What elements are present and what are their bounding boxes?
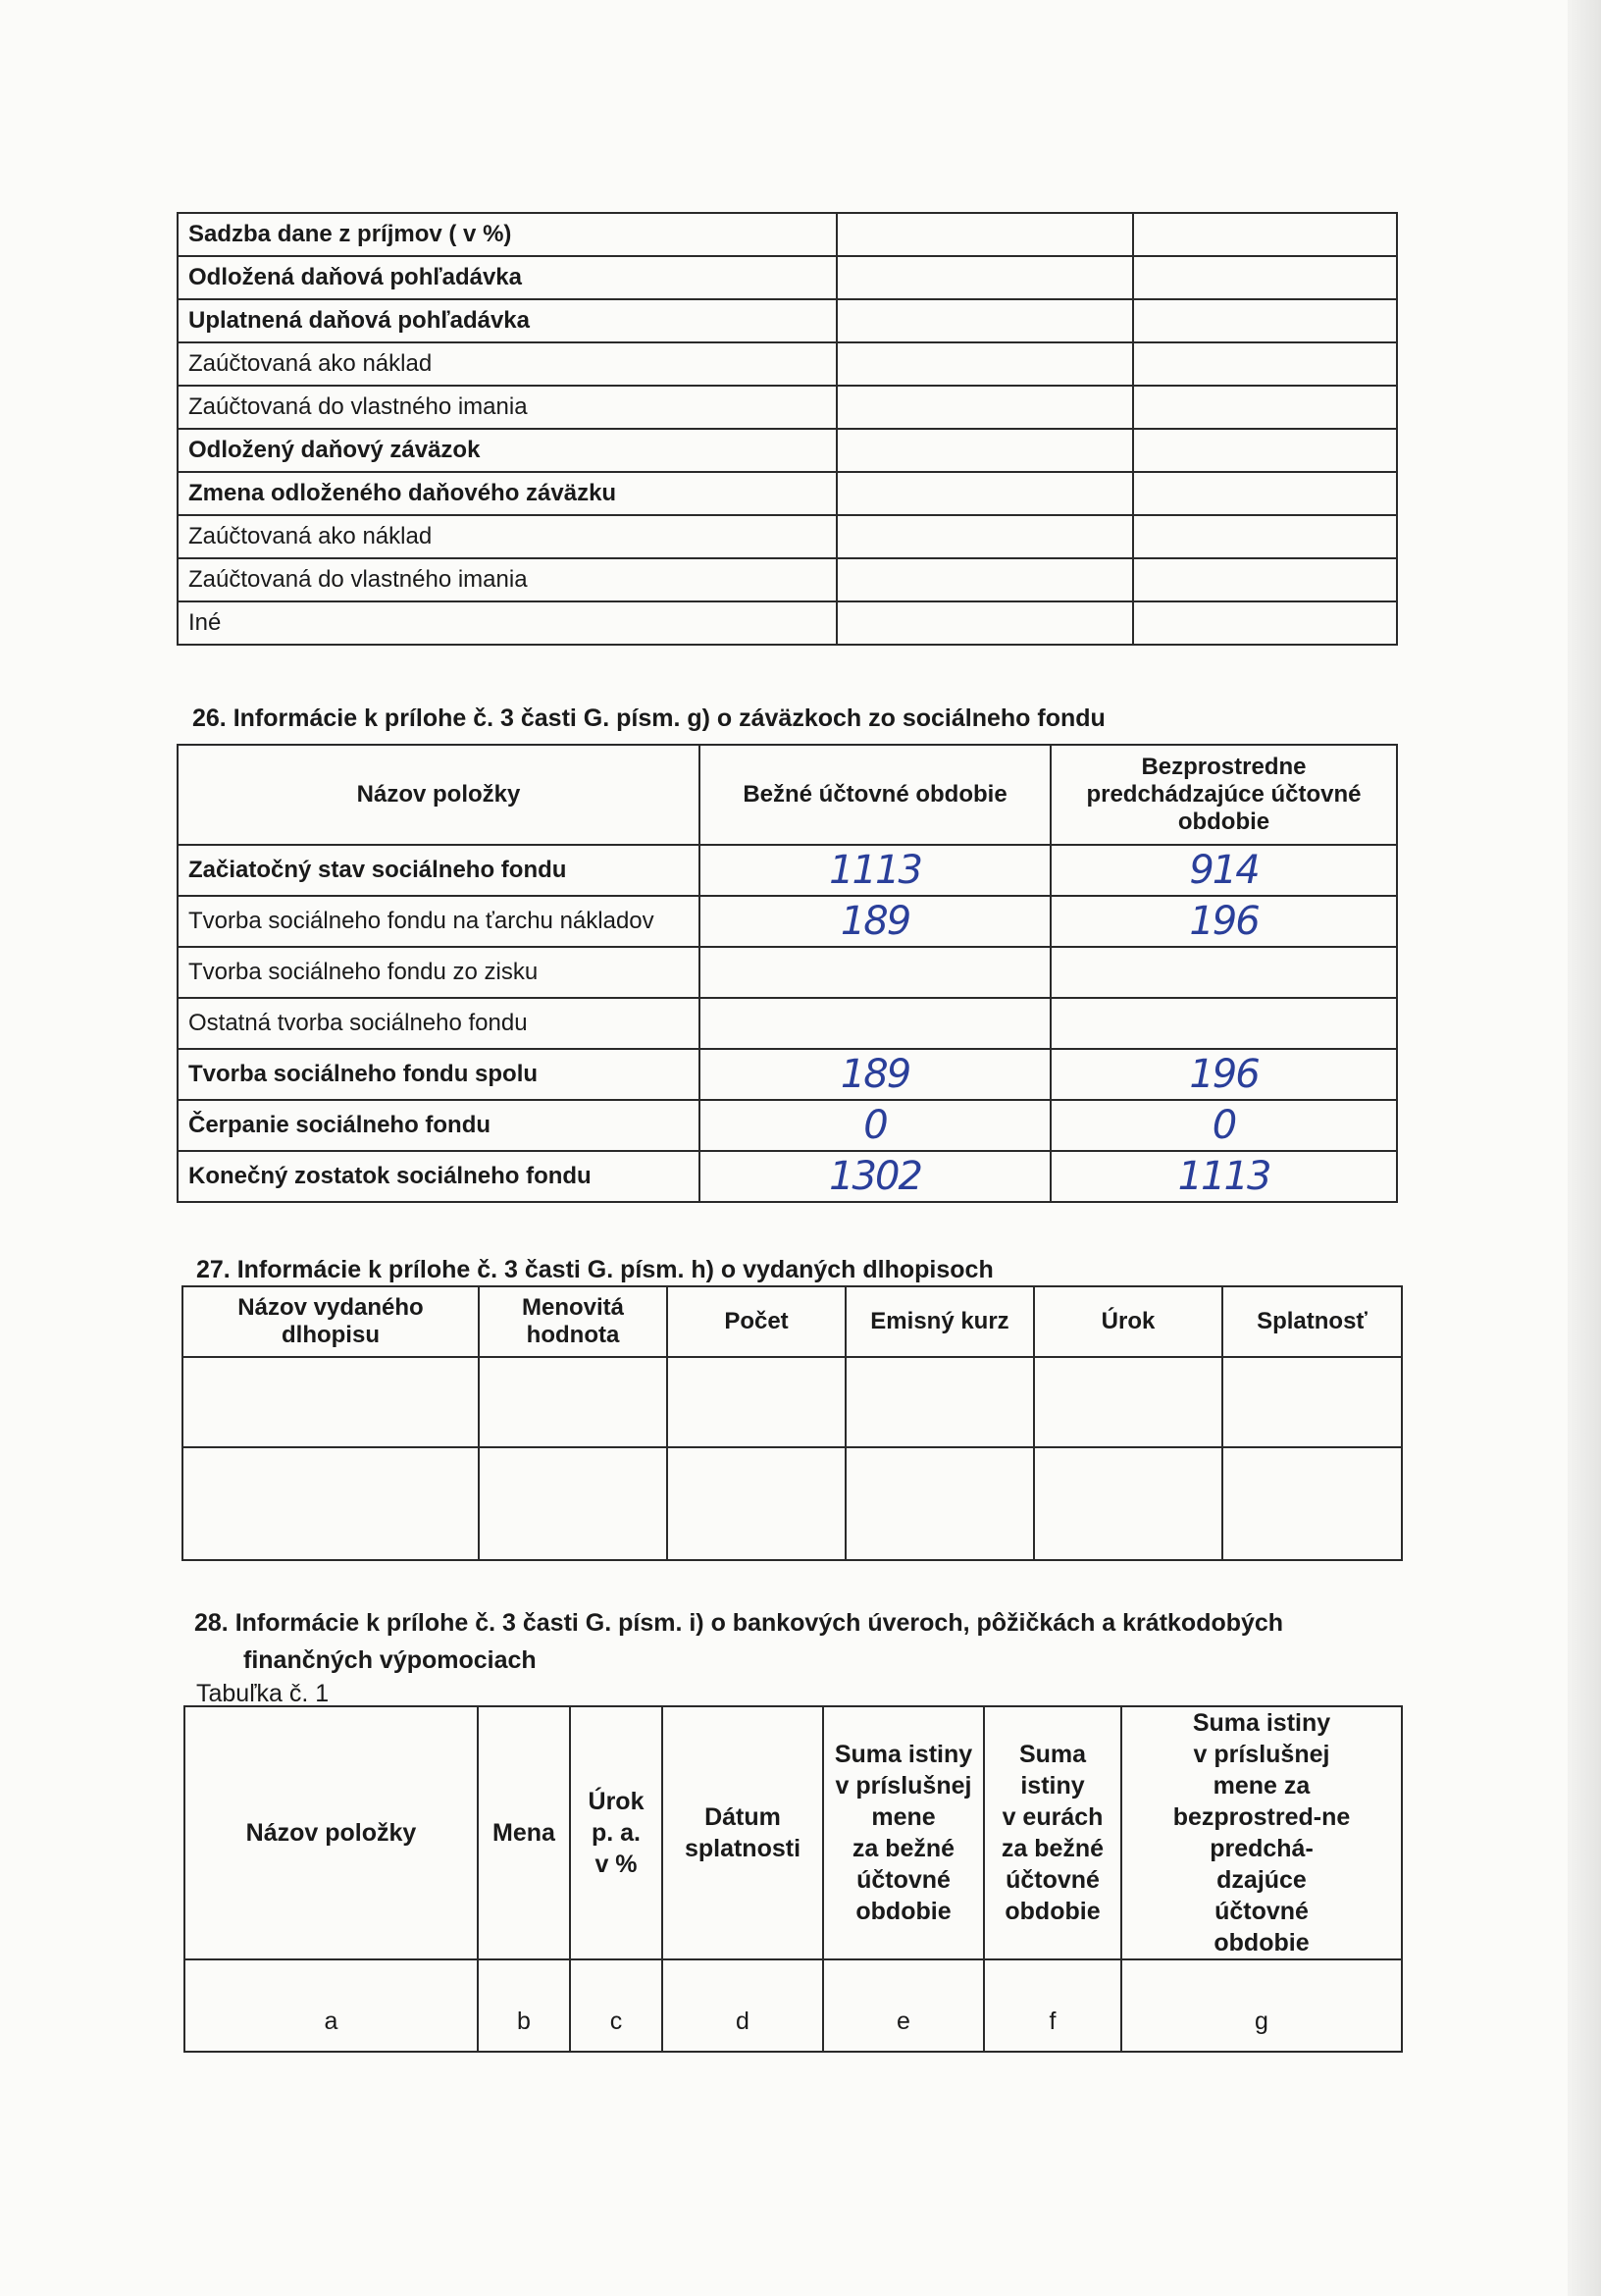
deferred-tax-table bbox=[177, 212, 1398, 646]
col-header: Dátum splatnosti bbox=[662, 1706, 823, 1959]
table-row bbox=[178, 896, 1397, 947]
table-row bbox=[178, 429, 1397, 472]
table-row bbox=[178, 1100, 1397, 1151]
col-header: Počet bbox=[667, 1286, 846, 1357]
row-label: Čerpanie sociálneho fondu bbox=[178, 1100, 699, 1151]
value-cell bbox=[1133, 299, 1397, 342]
previous-period-value bbox=[1051, 998, 1397, 1049]
row-label: Začiatočný stav sociálneho fondu bbox=[178, 845, 699, 896]
value-cell bbox=[837, 558, 1133, 601]
section-28-heading-cont: finančných výpomociach bbox=[243, 1646, 537, 1674]
previous-period-value: 914 bbox=[1051, 845, 1397, 896]
table-row bbox=[182, 1447, 1402, 1560]
social-fund-table bbox=[177, 744, 1398, 1203]
col-header: Suma istiny v eurách za bežné účtovné obdobie bbox=[984, 1706, 1121, 1959]
current-period-value: 189 bbox=[699, 1049, 1051, 1100]
section-27-heading: 27. Informácie k prílohe č. 3 časti G. písm. h) o vydaných dlhopisoch bbox=[196, 1256, 994, 1283]
value-cell bbox=[837, 429, 1133, 472]
table-row bbox=[178, 472, 1397, 515]
table-row bbox=[178, 845, 1397, 896]
value-cell bbox=[837, 601, 1133, 645]
row-label: Odložený daňový záväzok bbox=[178, 429, 837, 472]
row-label: Sadzba dane z príjmov ( v %) bbox=[178, 213, 837, 256]
table-header-row bbox=[182, 1286, 1402, 1357]
col-header: Názov vydaného dlhopisu bbox=[182, 1286, 479, 1357]
column-letter: e bbox=[823, 1959, 984, 2052]
col-header: Splatnosť bbox=[1222, 1286, 1402, 1357]
page-edge bbox=[1568, 0, 1601, 2296]
value-cell bbox=[1133, 213, 1397, 256]
previous-period-value: 196 bbox=[1051, 896, 1397, 947]
value-cell bbox=[1133, 472, 1397, 515]
value-cell bbox=[1133, 429, 1397, 472]
current-period-value bbox=[699, 998, 1051, 1049]
value-cell bbox=[837, 299, 1133, 342]
row-label: Zaúčtovaná do vlastného imania bbox=[178, 386, 837, 429]
previous-period-value: 196 bbox=[1051, 1049, 1397, 1100]
section-28-heading: 28. Informácie k prílohe č. 3 časti G. písm. i) o bankových úveroch, pôžičkách a krátkodobých bbox=[194, 1609, 1284, 1637]
table-row bbox=[178, 558, 1397, 601]
bank-loans-table bbox=[183, 1705, 1403, 2053]
value-cell bbox=[1133, 386, 1397, 429]
row-label: Zaúčtovaná do vlastného imania bbox=[178, 558, 837, 601]
current-period-value: 1302 bbox=[699, 1151, 1051, 1202]
col-header: Mena bbox=[478, 1706, 570, 1959]
table-row bbox=[178, 947, 1397, 998]
col-header-item-name: Názov položky bbox=[178, 745, 699, 845]
value-cell bbox=[1133, 256, 1397, 299]
col-header: Emisný kurz bbox=[846, 1286, 1034, 1357]
bonds-table bbox=[181, 1285, 1403, 1561]
row-label: Ostatná tvorba sociálneho fondu bbox=[178, 998, 699, 1049]
value-cell bbox=[837, 472, 1133, 515]
col-header: Suma istiny v príslušnej mene za bezprostred-ne predchá- dzajúce účtovné obdobie bbox=[1121, 1706, 1402, 1959]
row-label: Zmena odloženého daňového záväzku bbox=[178, 472, 837, 515]
row-label: Iné bbox=[178, 601, 837, 645]
table-row bbox=[178, 515, 1397, 558]
value-cell bbox=[1133, 601, 1397, 645]
row-label: Konečný zostatok sociálneho fondu bbox=[178, 1151, 699, 1202]
table-row bbox=[178, 342, 1397, 386]
previous-period-value: 0 bbox=[1051, 1100, 1397, 1151]
value-cell bbox=[837, 256, 1133, 299]
column-letter: b bbox=[478, 1959, 570, 2052]
column-letters-row bbox=[184, 1959, 1402, 2052]
value-cell bbox=[837, 213, 1133, 256]
col-header: Názov položky bbox=[184, 1706, 478, 1959]
row-label: Tvorba sociálneho fondu na ťarchu nákladov bbox=[178, 896, 699, 947]
table-row bbox=[178, 1049, 1397, 1100]
value-cell bbox=[1133, 515, 1397, 558]
col-header-previous-period: Bezprostredne predchádzajúce účtovné obdobie bbox=[1051, 745, 1397, 845]
current-period-value: 1113 bbox=[699, 845, 1051, 896]
column-letter: g bbox=[1121, 1959, 1402, 2052]
table-row bbox=[178, 213, 1397, 256]
column-letter: f bbox=[984, 1959, 1121, 2052]
row-label: Zaúčtovaná ako náklad bbox=[178, 515, 837, 558]
table-row bbox=[178, 299, 1397, 342]
current-period-value: 0 bbox=[699, 1100, 1051, 1151]
table-header-row bbox=[184, 1706, 1402, 1959]
table-label: Tabuľka č. 1 bbox=[196, 1680, 330, 1707]
column-letter: c bbox=[570, 1959, 662, 2052]
column-letter: a bbox=[184, 1959, 478, 2052]
value-cell bbox=[1133, 558, 1397, 601]
table-header-row bbox=[178, 745, 1397, 845]
col-header: Úrok p. a. v % bbox=[570, 1706, 662, 1959]
value-cell bbox=[837, 515, 1133, 558]
column-letter: d bbox=[662, 1959, 823, 2052]
table-row bbox=[182, 1357, 1402, 1447]
value-cell bbox=[837, 342, 1133, 386]
col-header-current-period: Bežné účtovné obdobie bbox=[699, 745, 1051, 845]
previous-period-value bbox=[1051, 947, 1397, 998]
row-label: Tvorba sociálneho fondu zo zisku bbox=[178, 947, 699, 998]
row-label: Tvorba sociálneho fondu spolu bbox=[178, 1049, 699, 1100]
row-label: Zaúčtovaná ako náklad bbox=[178, 342, 837, 386]
table-row bbox=[178, 386, 1397, 429]
current-period-value: 189 bbox=[699, 896, 1051, 947]
section-26-heading: 26. Informácie k prílohe č. 3 časti G. písm. g) o záväzkoch zo sociálneho fondu bbox=[192, 704, 1106, 732]
current-period-value bbox=[699, 947, 1051, 998]
col-header: Menovitá hodnota bbox=[479, 1286, 667, 1357]
table-row bbox=[178, 601, 1397, 645]
table-row bbox=[178, 256, 1397, 299]
value-cell bbox=[1133, 342, 1397, 386]
table-row bbox=[178, 998, 1397, 1049]
col-header: Úrok bbox=[1034, 1286, 1222, 1357]
row-label: Uplatnená daňová pohľadávka bbox=[178, 299, 837, 342]
value-cell bbox=[837, 386, 1133, 429]
previous-period-value: 1113 bbox=[1051, 1151, 1397, 1202]
table-row bbox=[178, 1151, 1397, 1202]
row-label: Odložená daňová pohľadávka bbox=[178, 256, 837, 299]
col-header: Suma istiny v príslušnej mene za bežné účtovné obdobie bbox=[823, 1706, 984, 1959]
